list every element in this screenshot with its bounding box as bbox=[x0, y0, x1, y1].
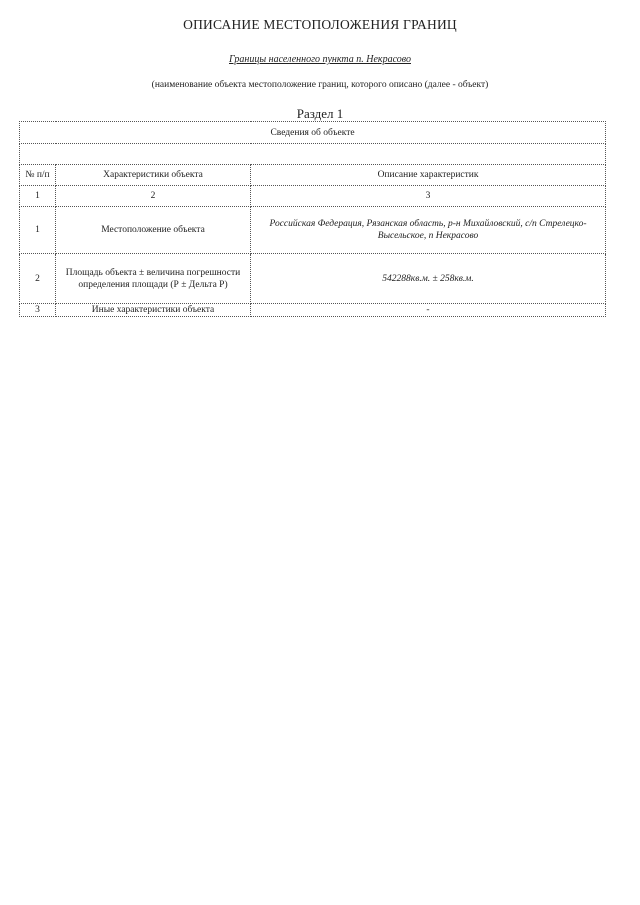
column-number-1: 1 bbox=[20, 186, 56, 207]
section-header-cell: Сведения об объекте bbox=[20, 122, 606, 144]
row-characteristic: Иные характеристики объекта bbox=[56, 304, 251, 317]
table-blank-row bbox=[20, 144, 606, 165]
column-number-3: 3 bbox=[251, 186, 606, 207]
object-info-table bbox=[19, 121, 606, 317]
object-caption: (наименование объекта местоположение границ, которого описано (далее - объект) bbox=[151, 80, 489, 90]
object-name-text: Границы населенного пункта п. Некрасово bbox=[229, 54, 411, 65]
table-row bbox=[20, 304, 606, 317]
column-number-2: 2 bbox=[56, 186, 251, 207]
row-description: 542288кв.м. ± 258кв.м. bbox=[251, 254, 606, 304]
row-description: Российская Федерация, Рязанская область, р-н Михайловский, с/п Стрелецко-Высельское, п Некрасово bbox=[251, 207, 606, 254]
row-num: 1 bbox=[20, 207, 56, 254]
blank-cell bbox=[20, 144, 606, 165]
table-header-row bbox=[20, 165, 606, 186]
row-description: - bbox=[251, 304, 606, 317]
document-title: ОПИСАНИЕ МЕСТОПОЛОЖЕНИЯ ГРАНИЦ bbox=[183, 17, 457, 32]
row-characteristic: Площадь объекта ± величина погрешности определения площади (Р ± Дельта Р) bbox=[56, 254, 251, 304]
section-title: Раздел 1 bbox=[296, 106, 344, 121]
column-header-num: № п/п bbox=[20, 165, 56, 186]
table-row bbox=[20, 254, 606, 304]
table-column-numbers-row bbox=[20, 186, 606, 207]
table-section-header-row bbox=[20, 122, 606, 144]
column-header-description: Описание характеристик bbox=[251, 165, 606, 186]
object-name bbox=[0, 54, 640, 65]
row-num: 3 bbox=[20, 304, 56, 317]
table-row bbox=[20, 207, 606, 254]
row-characteristic: Местоположение объекта bbox=[56, 207, 251, 254]
row-num: 2 bbox=[20, 254, 56, 304]
column-header-characteristic: Характеристики объекта bbox=[56, 165, 251, 186]
